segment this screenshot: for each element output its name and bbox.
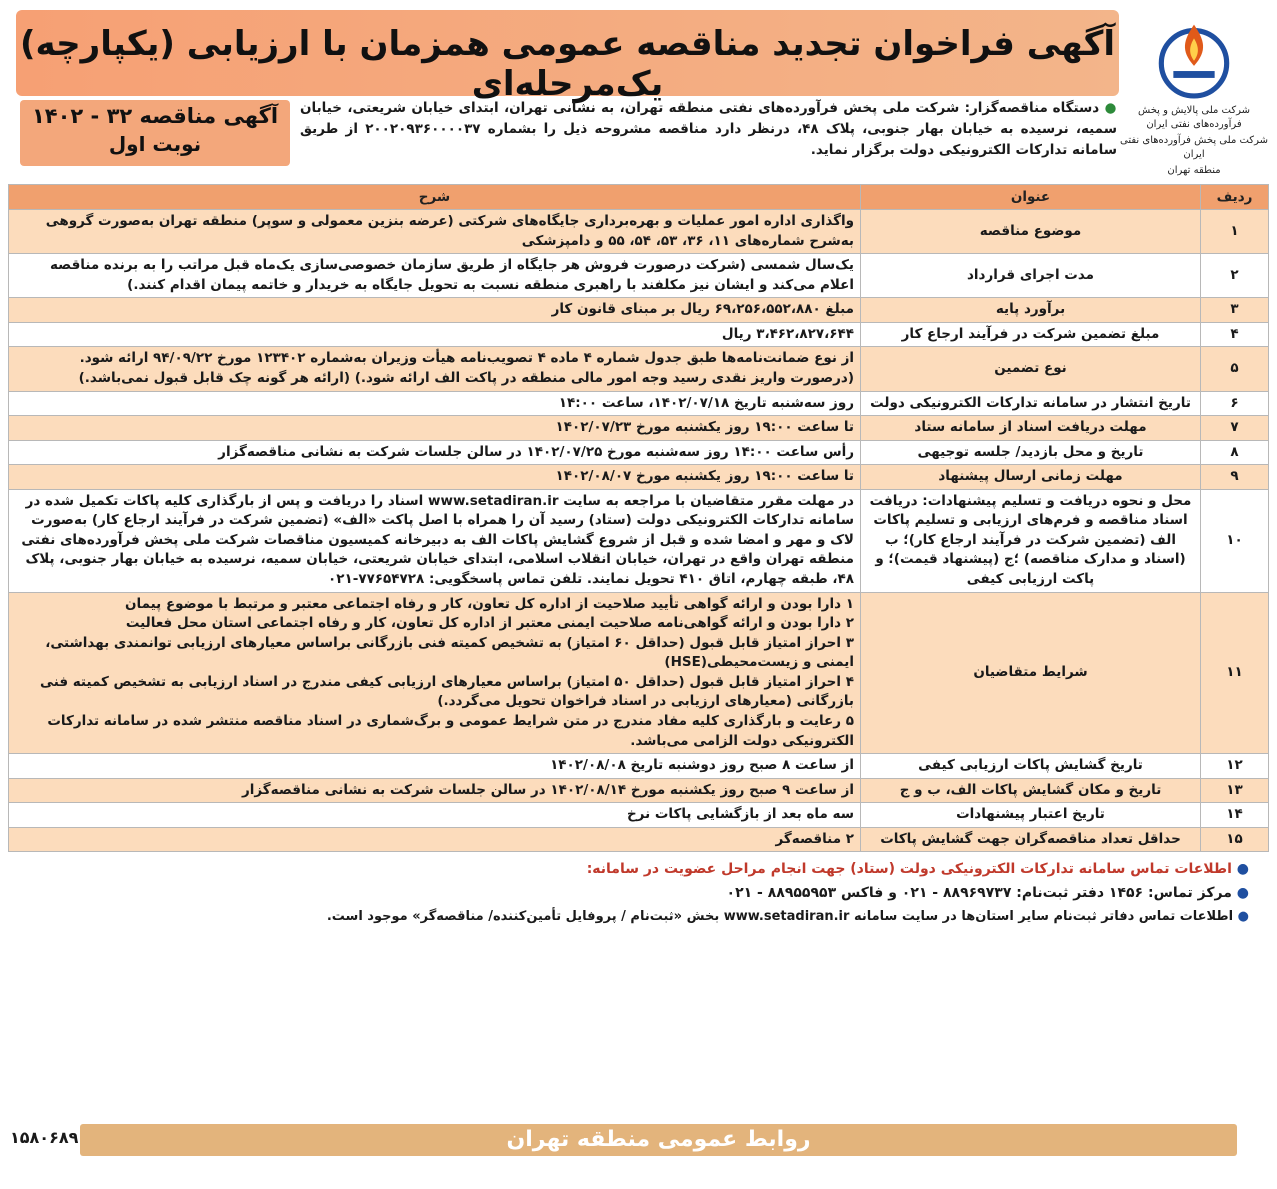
row-description [9,592,861,754]
tender-table [8,184,1269,852]
table-row [9,489,1269,592]
row-description: سه ماه بعد از بازگشایی پاکات نرخ [9,803,861,828]
condition-item: ۳ احراز امتیاز قابل قبول (حداقل ۶۰ امتیاز) به تشخیص کمیته فنی بازرگانی براساس معیارهای ارزیابی توانمندی بهداشتی، ایمنی و زیست‌محیطی(HSE) [45,634,854,671]
condition-item: ۲ دارا بودن و ارائه گواهی‌نامه صلاحیت ایمنی معتبر از اداره کل تعاون، کار و رفاه اجتماعی استان محل فعالیت [125,615,854,632]
row-number: ۹ [1201,465,1269,490]
row-number: ۱۳ [1201,778,1269,803]
row-number: ۳ [1201,298,1269,323]
tender-number: آگهی مناقصه ۳۲ - ۱۴۰۲ [31,104,279,128]
row-number: ۱۵ [1201,827,1269,852]
intro-text: دستگاه مناقصه‌گزار: شرکت ملی پخش فرآورده‌های نفتی منطقه تهران، به نشانی تهران، ابتدای خیابان شریعتی، خیابان سمیه، نرسیده به خیابان بهار جنوبی، پلاک ۴۸، درنظر دارد مناقصه مشروحه ذیل را بشماره ۲۰۰۲۰۹۳۶۰۰۰۰۳۷ از طریق سامانه تدارکات الکترونیکی دولت برگزار نماید. [300,100,1118,158]
row-number: ۱ [1201,210,1269,254]
row-title: مبلغ تضمین شرکت در فرآیند ارجاع کار [861,322,1201,347]
table-row [9,210,1269,254]
bullet-icon: ● [1231,885,1249,902]
logo-text-1: شرکت ملی پالایش و پخش فرآورده‌های نفتی ایران [1137,105,1251,130]
tender-number-box [20,100,290,166]
notice-code: ۱۵۸۰۶۸۹ [10,1128,79,1147]
flame-logo-icon [1146,16,1242,102]
row-title: محل و نحوه دریافت و تسلیم پیشنهادات: دریافت اسناد مناقصه و فرم‌های ارزیابی و تسلیم پاکات الف (تضمین شرکت در فرآیند ارجاع کار)؛ ب (اسناد و مدارک مناقصه) ؛ج (پیشنهاد قیمت)؛ و پاکت ارزیابی کیفی [861,489,1201,592]
header [8,6,1269,178]
row-number: ۱۲ [1201,754,1269,779]
row-number: ۴ [1201,322,1269,347]
row-description: روز سه‌شنبه تاریخ ۱۴۰۲/۰۷/۱۸، ساعت ۱۴:۰۰ [9,391,861,416]
row-number: ۱۰ [1201,489,1269,592]
table-body [9,210,1269,852]
row-description: مبلغ ۶۹،۲۵۶،۵۵۲،۸۸۰ ریال بر مبنای قانون کار [9,298,861,323]
table-row [9,803,1269,828]
table-row [9,754,1269,779]
public-relations-bar [80,1124,1237,1156]
row-description: واگذاری اداره امور عملیات و بهره‌برداری جایگاه‌های شرکتی (عرضه بنزین معمولی و سوپر) منطقه تهران به‌صورت گروهی به‌شرح شماره‌های ۱۱، ۳۶، ۵۳، ۵۴، ۵۵ و دامپزشکی [9,210,861,254]
row-description: در مهلت مقرر متقاضیان با مراجعه به سایت www.setadiran.ir اسناد را دریافت و پس از بارگذاری کلیه پاکات تکمیل شده در سامانه تدارکات الکترونیکی دولت (ستاد) رسید آن را همراه با اصل پاکت «الف» (تضمین شرکت در فرآیند ارجاع کار) به‌صورت لاک و مهر و امضا شده و قبل از شروع گشایش پاکات الف به دبیرخانه کمیسیون مناقصات شرکت ملی پخش فرآورده‌های نفتی منطقه تهران واقع در تهران، خیابان انقلاب اسلامی، ابتدای خیابان شریعتی، خیابان سمیه، نرسیده به خیابان بهار جنوبی، پلاک ۴۸، طبقه چهارم، اتاق ۴۱۰ تحویل نمایند. تلفن تماس پاسخگویی: ۷۷۶۵۴۷۲۸-۰۲۱ [9,489,861,592]
row-number: ۷ [1201,416,1269,441]
table-row [9,465,1269,490]
footer-line-2: ● مرکز تماس: ۱۴۵۶ دفتر ثبت‌نام: ۸۸۹۶۹۷۳۷ - ۰۲۱ و فاکس ۸۸۹۵۵۹۵۳ - ۰۲۱ [726,885,1249,902]
row-title: موضوع مناقصه [861,210,1201,254]
condition-item: ۴ احراز امتیاز قابل قبول (حداقل ۵۰ امتیاز) براساس معیارهای ارزیابی کیفی مندرج در اسناد ارزیابی به تشخیص کمیته فنی بازرگانی (معیارهای ارزیابی در اسناد فراخوان تحویل می‌گردد.) [40,673,854,710]
condition-item: ۱ دارا بودن و ارائه گواهی تأیید صلاحیت از اداره کل تعاون، کار و رفاه اجتماعی معتبر و مرتبط با موضوع پیمان [125,595,854,612]
row-title: شرایط متقاضیان [861,592,1201,754]
public-relations-label: روابط عمومی منطقه تهران [506,1127,811,1152]
notice-title: آگهی فراخوان تجدید مناقصه عمومی همزمان با ارزیابی (یکپارچه) یک‌مرحله‌ای [19,24,1116,104]
footer-contacts [8,858,1269,928]
bullet-icon: ● [1233,908,1249,924]
row-number: ۲ [1201,254,1269,298]
table-row [9,416,1269,441]
row-number: ۸ [1201,440,1269,465]
table-row [9,440,1269,465]
row-title: مدت اجرای قرارداد [861,254,1201,298]
footer-line-3: ● اطلاعات تماس دفاتر ثبت‌نام سایر استان‌ها در سایت سامانه www.setadiran.ir بخش «ثبت‌نام / پروفایل تأمین‌کننده/ مناقصه‌گر» موجود است. [326,908,1249,924]
title-bar [16,10,1119,104]
condition-item: ۵ رعایت و بارگذاری کلیه مفاد مندرج در متن شرایط عمومی و برگ‌شماری در اسناد مناقصه منتشر شده در سامانه تدارکات الکترونیکی دولت الزامی می‌باشد. [47,712,854,749]
row-number: ۵ [1201,347,1269,391]
row-title: حداقل تعداد مناقصه‌گران جهت گشایش پاکات [861,827,1201,852]
row-title: برآورد پایه [861,298,1201,323]
col-header-row: ردیف [1201,185,1269,210]
row-number: ۶ [1201,391,1269,416]
bullet-icon: ● [1231,861,1249,878]
tender-round: نوبت اول [108,132,202,156]
intro-paragraph [300,98,1117,161]
row-title: تاریخ گشایش پاکات ارزیابی کیفی [861,754,1201,779]
bullet-icon: ● [1104,100,1117,116]
col-header-desc: شرح [9,185,861,210]
table-header-row [9,185,1269,210]
footer-line-1: ● اطلاعات تماس سامانه تدارکات الکترونیکی دولت (ستاد) جهت انجام مراحل عضویت در سامانه: [586,861,1249,878]
row-description: تا ساعت ۱۹:۰۰ روز یکشنبه مورخ ۱۴۰۲/۰۸/۰۷ [9,465,861,490]
table-row [9,298,1269,323]
row-description: ۲ مناقصه‌گر [9,827,861,852]
table-row [9,322,1269,347]
table-row [9,592,1269,754]
row-title: تاریخ اعتبار پیشنهادات [861,803,1201,828]
row-title: تاریخ و مکان گشایش پاکات الف، ب و ج [861,778,1201,803]
table-row [9,391,1269,416]
row-description: ۳،۴۶۲،۸۲۷،۶۴۴ ریال [9,322,861,347]
row-title: مهلت دریافت اسناد از سامانه ستاد [861,416,1201,441]
col-header-title: عنوان [861,185,1201,210]
row-title: تاریخ انتشار در سامانه تدارکات الکترونیکی دولت [861,391,1201,416]
row-description: از نوع ضمانت‌نامه‌ها طبق جدول شماره ۴ ماده ۴ تصویب‌نامه هیأت وزیران به‌شماره ۱۲۳۴۰۲ مورخ ۹۴/۰۹/۲۲ ارائه شود. (درصورت واریز نقدی رسید وجه امور مالی منطقه در پاکت الف ارائه شود.) (ارائه هر گونه چک قابل قبول نمی‌باشد.) [9,347,861,391]
logo-text-2: شرکت ملی پخش فرآورده‌های نفتی ایران [1120,135,1268,160]
table-row [9,778,1269,803]
row-number: ۱۴ [1201,803,1269,828]
row-description: یک‌سال شمسی (شرکت درصورت فروش هر جایگاه از طریق سازمان خصوصی‌سازی یک‌ماه قبل مراتب را به برنده مناقصه اعلام می‌کند و ایشان نیز مکلفند با راهبری منطقه نسبت به تحویل جایگاه به خریدار و خاتمه پیمان اقدام کنند.) [9,254,861,298]
row-title: تاریخ و محل بازدید/ جلسه توجیهی [861,440,1201,465]
row-description: رأس ساعت ۱۴:۰۰ روز سه‌شنبه مورخ ۱۴۰۲/۰۷/۲۵ در سالن جلسات شرکت به نشانی مناقصه‌گزار [9,440,861,465]
table-row [9,347,1269,391]
row-description: از ساعت ۹ صبح روز یکشنبه مورخ ۱۴۰۲/۰۸/۱۴ در سالن جلسات شرکت به نشانی مناقصه‌گزار [9,778,861,803]
company-logo [1119,8,1269,178]
row-description: تا ساعت ۱۹:۰۰ روز یکشنبه مورخ ۱۴۰۲/۰۷/۲۳ [9,416,861,441]
row-description: از ساعت ۸ صبح روز دوشنبه تاریخ ۱۴۰۲/۰۸/۰۸ [9,754,861,779]
row-title: مهلت زمانی ارسال پیشنهاد [861,465,1201,490]
logo-text-3: منطقه تهران [1167,165,1221,176]
table-row [9,254,1269,298]
table-row [9,827,1269,852]
row-title: نوع تضمین [861,347,1201,391]
row-number: ۱۱ [1201,592,1269,754]
